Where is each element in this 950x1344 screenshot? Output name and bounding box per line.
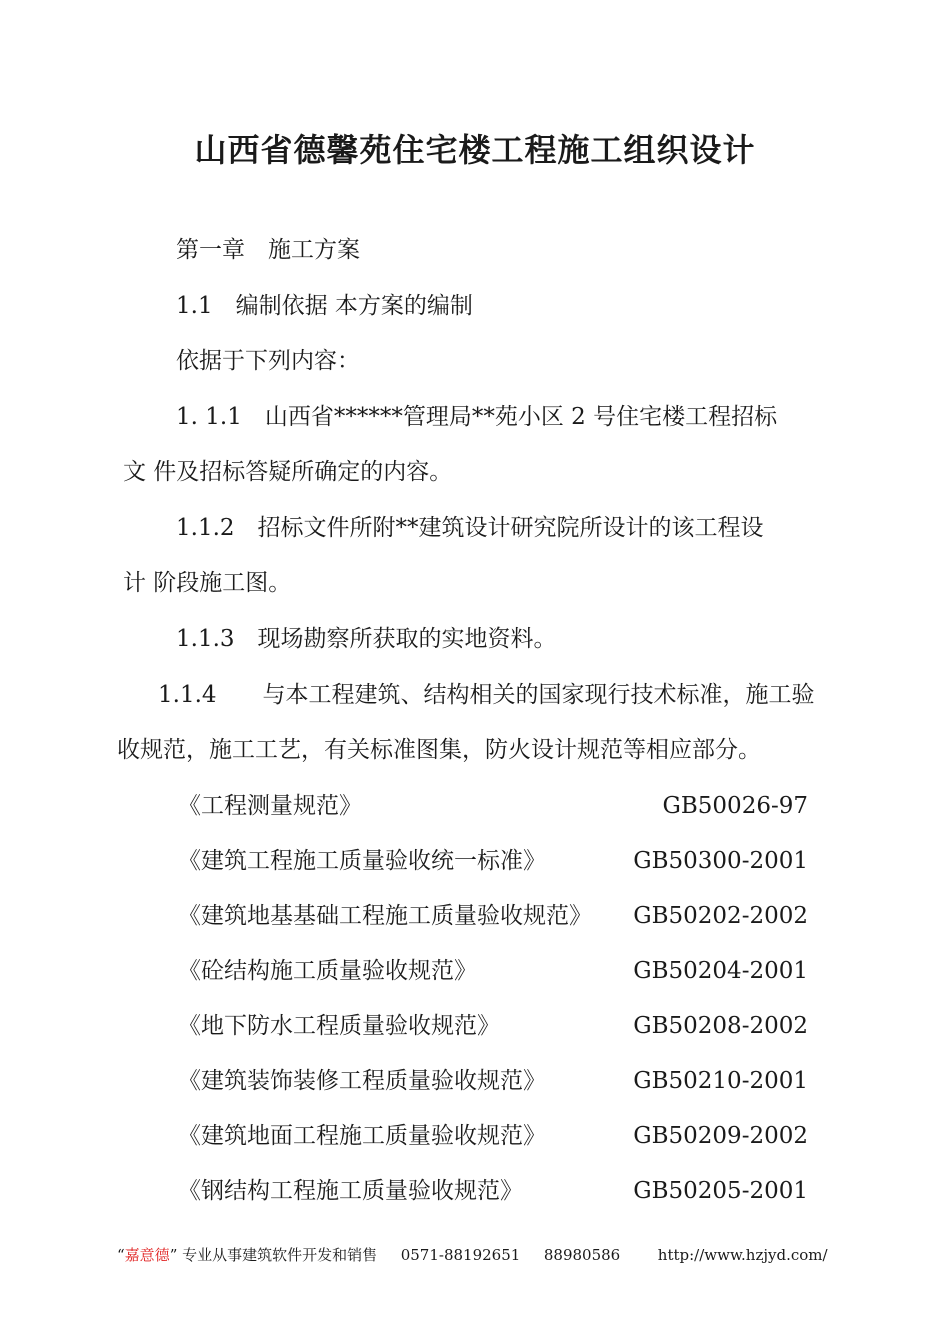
- item-1-1-4-line1: 1.1.4 与本工程建筑、结构相关的国家现行技术标准，施工验: [158, 682, 815, 708]
- standard-code: GB50300-2001: [633, 848, 808, 874]
- standard-code: GB50208-2002: [633, 1013, 808, 1039]
- standard-name: 《工程测量规范》: [178, 793, 362, 819]
- footer-description: 专业从事建筑软件开发和销售: [182, 1246, 378, 1264]
- chapter-heading: 第一章 施工方案: [176, 237, 360, 263]
- standard-row: [178, 955, 808, 987]
- footer-url-link[interactable]: http://www.hzjyd.com/: [657, 1246, 828, 1264]
- footer-quote-close: ”: [169, 1246, 178, 1264]
- page-footer: [117, 1244, 828, 1266]
- standard-name: 《建筑工程施工质量验收统一标准》: [178, 848, 546, 874]
- standard-row: [178, 1175, 808, 1207]
- item-1-1-1-line1: 1. 1.1 山西省******管理局**苑小区 2 号住宅楼工程招标: [176, 404, 778, 430]
- item-1-1-3: 1.1.3 现场勘察所获取的实地资料。: [176, 626, 557, 652]
- item-1-1-2-line2: 计 阶段施工图。: [123, 570, 292, 596]
- item-1-1-4-line2: 收规范，施工工艺，有关标准图集，防火设计规范等相应部分。: [117, 737, 761, 763]
- standard-row: [178, 790, 808, 822]
- standard-name: 《建筑地基基础工程施工质量验收规范》: [178, 903, 592, 929]
- standard-name: 《地下防水工程质量验收规范》: [178, 1013, 500, 1039]
- footer-brand: 嘉意德: [124, 1246, 170, 1264]
- document-title: 山西省德馨苑住宅楼工程施工组织设计: [194, 131, 756, 169]
- standard-name: 《建筑装饰装修工程质量验收规范》: [178, 1068, 546, 1094]
- standard-code: GB50210-2001: [633, 1068, 808, 1094]
- standard-row: [178, 1120, 808, 1152]
- standard-code: GB50026-97: [662, 793, 808, 819]
- standard-row: [178, 845, 808, 877]
- standard-code: GB50204-2001: [633, 958, 808, 984]
- standard-name: 《钢结构工程施工质量验收规范》: [178, 1178, 523, 1204]
- standard-name: 《砼结构施工质量验收规范》: [178, 958, 477, 984]
- item-1-1-1-line2: 文 件及招标答疑所确定的内容。: [123, 459, 453, 485]
- standard-row: [178, 1010, 808, 1042]
- footer-quote-open: “: [117, 1246, 125, 1264]
- section-1-1: 1.1 编制依据 本方案的编制: [176, 293, 473, 319]
- footer-phone-2: 88980586: [543, 1246, 621, 1264]
- standard-row: [178, 900, 808, 932]
- standard-code: GB50209-2002: [633, 1123, 808, 1149]
- section-1-1-continued: 依据于下列内容：: [176, 348, 360, 374]
- standard-row: [178, 1065, 808, 1097]
- standard-name: 《建筑地面工程施工质量验收规范》: [178, 1123, 546, 1149]
- standard-code: GB50205-2001: [633, 1178, 808, 1204]
- item-1-1-2-line1: 1.1.2 招标文件所附**建筑设计研究院所设计的该工程设: [176, 515, 764, 541]
- standard-code: GB50202-2002: [633, 903, 808, 929]
- footer-phone-1: 0571-88192651: [400, 1246, 521, 1264]
